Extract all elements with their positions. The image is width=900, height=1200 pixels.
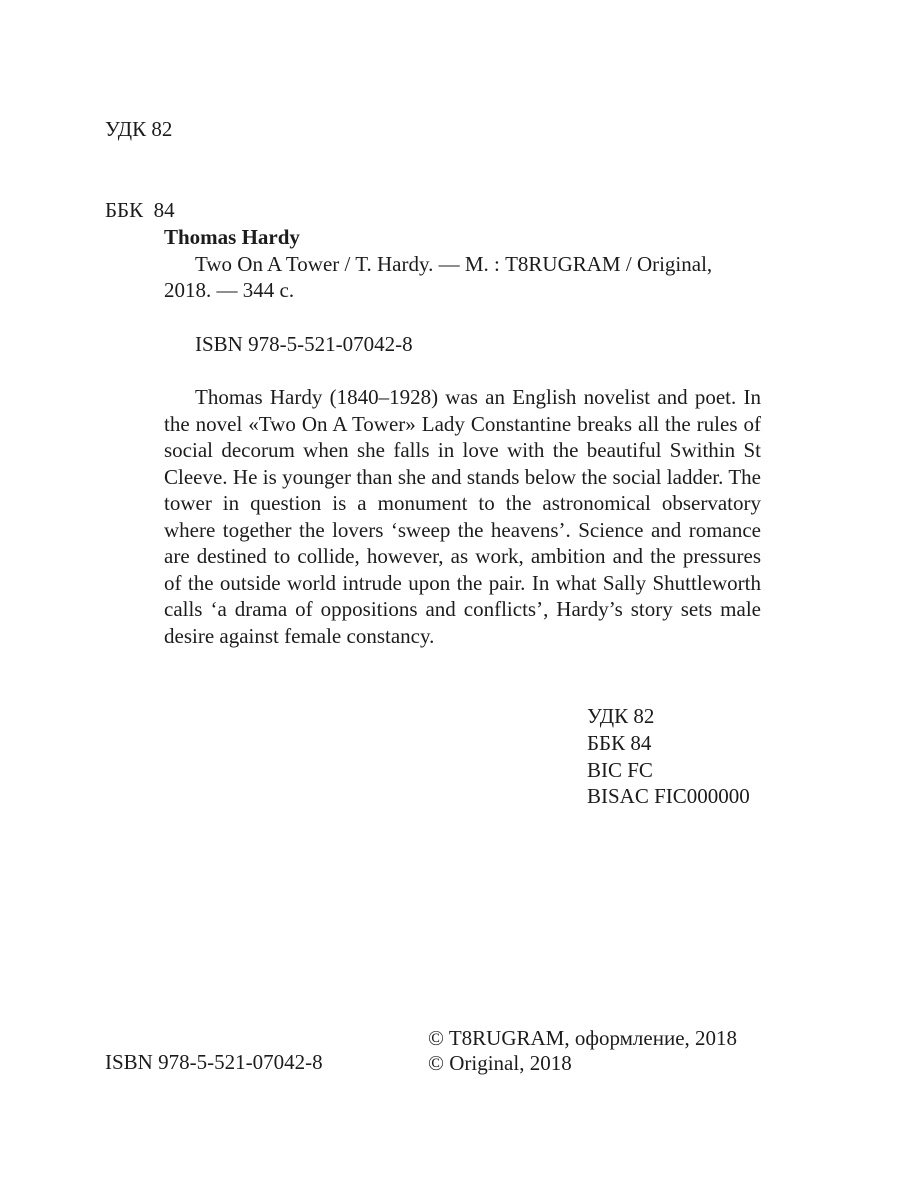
title-imprint-line-1: Two On A Tower / T. Hardy. — М. : T8RUGRAM / Original,	[195, 251, 713, 276]
bisac-code: BISAC FIC000000	[587, 784, 750, 809]
copyright-block	[428, 1026, 737, 1076]
bbk-code: ББК 84	[587, 730, 652, 755]
isbn-number: ISBN 978-5-521-07042-8	[195, 331, 413, 356]
bibliographic-block	[164, 224, 761, 649]
author-name: Thomas Hardy	[164, 225, 300, 249]
udk-code-top: УДК 82	[105, 117, 173, 141]
annotation-paragraph: Thomas Hardy (1840–1928) was an English novelist and poet. In the novel «Two On A Tower» Lady Constantine breaks all the rules of social decorum when she falls in love with the beautiful Swithin St Cleeve. He is younger than she and stands below the social ladder. The tower in question is a monument to the astronomical observatory where together the lovers ‘sweep the heavens’. Science and romance are destined to collide, however, as work, ambition and the pressures of the outside world intrude upon the pair. In what Sally Shuttleworth calls ‘a drama of oppositions and conflicts’, Hardy’s story sets male desire against female constancy.	[164, 385, 761, 648]
copyright-publisher: © T8RUGRAM, оформление, 2018	[428, 1026, 738, 1050]
bbk-code-top: ББК 84	[105, 198, 175, 222]
classification-codes-block	[587, 703, 750, 810]
udk-code: УДК 82	[587, 704, 655, 728]
footer-isbn: ISBN 978-5-521-07042-8	[105, 1050, 323, 1074]
title-imprint-line-2: 2018. — 344 с.	[164, 278, 295, 302]
bic-code: BIC FC	[587, 757, 653, 782]
copyright-original: © Original, 2018	[428, 1051, 572, 1075]
